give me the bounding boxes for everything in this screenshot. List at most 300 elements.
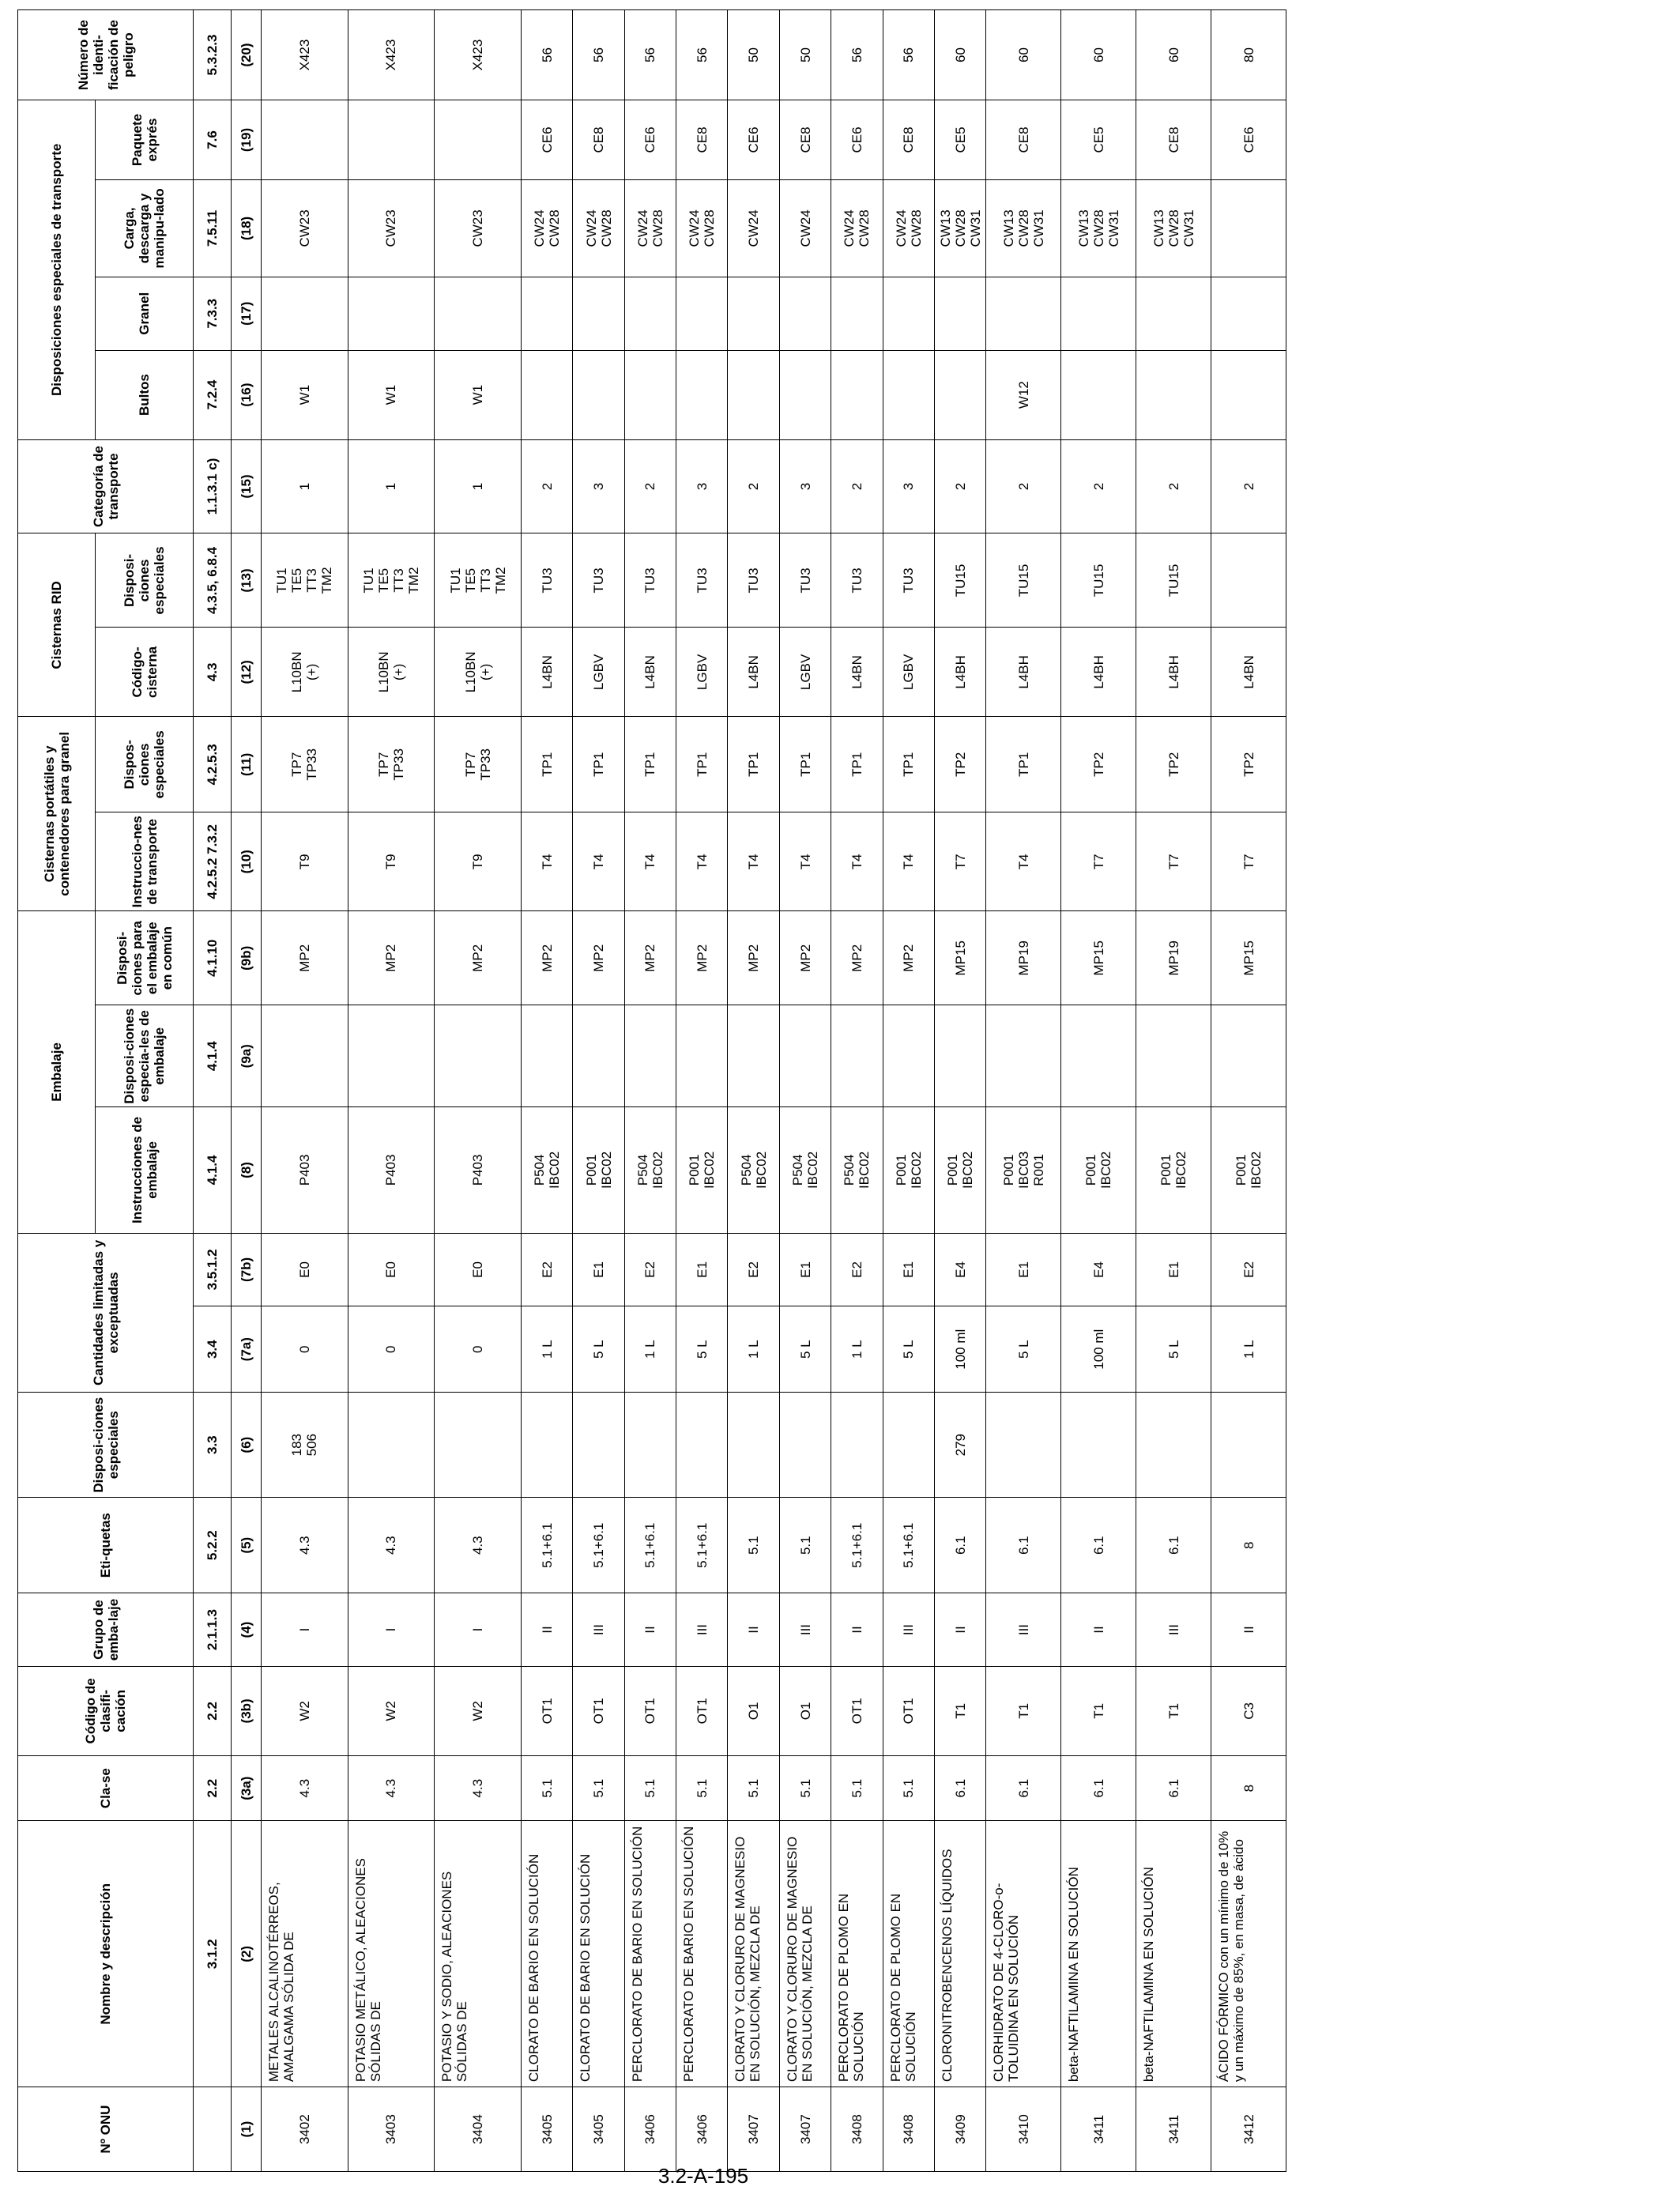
cell-carga: CW23 (348, 179, 435, 277)
cell-disp-rid: TU15 (1136, 533, 1211, 628)
cell-disp-rid: TU15 (934, 533, 985, 628)
cell-grupo: II (624, 1593, 676, 1667)
cell-clase: 5.1 (624, 1755, 676, 1821)
cell-name: CLORATO DE BARIO EN SOLUCIÓN (521, 1821, 572, 2087)
header-disp-esp-port: Dispos-ciones especiales (96, 717, 194, 812)
cell-clase: 4.3 (435, 1755, 522, 1821)
cell-disp-port: TP7 TP33 (435, 717, 522, 812)
column-number-cell: (18) (232, 179, 262, 277)
cell-codigo: OT1 (521, 1666, 572, 1755)
ref-cell: 5.3.2.3 (194, 10, 232, 100)
cell-codigo: T1 (934, 1666, 985, 1755)
column-number-cell: (19) (232, 100, 262, 180)
cell-disp-rid: TU3 (728, 533, 779, 628)
cell-disp-emb-comun: MP2 (624, 911, 676, 1005)
cell-etiquetas: 6.1 (986, 1498, 1061, 1593)
cell-grupo: III (1136, 1593, 1211, 1667)
cell-paquete: CE8 (779, 100, 831, 180)
cell-cant-exc: E1 (1136, 1233, 1211, 1306)
cell-un: 3404 (435, 2087, 522, 2172)
cell-un: 3405 (521, 2087, 572, 2172)
cell-carga: CW13 CW28 CW31 (1061, 179, 1136, 277)
ref-cell: 3.3 (194, 1393, 232, 1498)
cell-paquete: CE6 (624, 100, 676, 180)
cell-disp-esp-emb (262, 1005, 348, 1107)
column-number-cell: (11) (232, 717, 262, 812)
cell-peligro: 56 (521, 10, 572, 100)
header-codigo-cist: Código-cisterna (96, 628, 194, 717)
cell-peligro: 50 (728, 10, 779, 100)
cell-categoria: 2 (986, 439, 1061, 533)
cell-granel (1061, 277, 1136, 350)
column-number-row (232, 10, 262, 2172)
cell-instr-transp: T7 (934, 812, 985, 911)
cell-instr-transp: T4 (573, 812, 624, 911)
cell-disp-port: TP1 (624, 717, 676, 812)
cell-disp-emb-comun: MP19 (1136, 911, 1211, 1005)
cell-categoria: 2 (934, 439, 985, 533)
cell-cant-exc: E1 (676, 1233, 728, 1306)
cell-cant-exc: E2 (521, 1233, 572, 1306)
column-number-cell: (8) (232, 1107, 262, 1233)
cell-disp-port: TP1 (779, 717, 831, 812)
cell-bultos (883, 350, 934, 439)
cell-cant-lim: 5 L (986, 1306, 1061, 1393)
cell-disp-rid: TU1 TE5 TT3 TM2 (262, 533, 348, 628)
cell-peligro: X423 (435, 10, 522, 100)
cell-disp-emb-comun: MP2 (779, 911, 831, 1005)
cell-disp-emb-comun: MP2 (435, 911, 522, 1005)
cell-name: POTASIO Y SODIO, ALEACIONES SÓLIDAS DE (435, 1821, 522, 2087)
cell-disp-esp-emb (779, 1005, 831, 1107)
cell-cant-lim: 0 (348, 1306, 435, 1393)
cell-codigo-cist: L4BN (1211, 628, 1286, 717)
cell-disp-esp (435, 1393, 522, 1498)
cell-disp-emb-comun: MP2 (728, 911, 779, 1005)
cell-instr-transp: T9 (348, 812, 435, 911)
cell-categoria: 2 (1211, 439, 1286, 533)
cell-disp-emb-comun: MP15 (1211, 911, 1286, 1005)
cell-bultos (521, 350, 572, 439)
cell-peligro: 60 (986, 10, 1061, 100)
header-instr-transp: Instruccio-nes de transporte (96, 812, 194, 911)
cell-instr-transp: T4 (676, 812, 728, 911)
cell-disp-emb-comun: MP2 (883, 911, 934, 1005)
table-row (262, 10, 348, 2172)
header-numero-peligro: Número de identi-ficación de peligro (18, 10, 194, 100)
cell-un: 3406 (676, 2087, 728, 2172)
cell-categoria: 2 (1136, 439, 1211, 533)
header-paquete: Paquete exprés (96, 100, 194, 180)
cell-un: 3408 (883, 2087, 934, 2172)
cell-granel (348, 277, 435, 350)
cell-name: PERCLORATO DE PLOMO EN SOLUCIÓN (883, 1821, 934, 2087)
cell-paquete: CE5 (934, 100, 985, 180)
table-row (676, 10, 728, 2172)
cell-peligro: 56 (573, 10, 624, 100)
table-row (1136, 10, 1211, 2172)
cell-carga: CW24 (779, 179, 831, 277)
cell-codigo-cist: L10BN (+) (262, 628, 348, 717)
reference-row (194, 10, 232, 2172)
header-clase: Cla-se (18, 1755, 194, 1821)
header-cantidades: Cantidades limitadas y exceptuadas (18, 1233, 194, 1393)
cell-clase: 5.1 (883, 1755, 934, 1821)
cell-bultos (934, 350, 985, 439)
cell-disp-esp (728, 1393, 779, 1498)
cell-codigo: OT1 (831, 1666, 883, 1755)
cell-disp-port: TP2 (1136, 717, 1211, 812)
header-carga: Carga, descarga y manipu-lado (96, 179, 194, 277)
cell-un: 3410 (986, 2087, 1061, 2172)
column-number-cell: (7b) (232, 1233, 262, 1306)
cell-peligro: 56 (624, 10, 676, 100)
cell-disp-esp (779, 1393, 831, 1498)
column-number-cell: (3b) (232, 1666, 262, 1755)
cell-codigo-cist: L4BN (831, 628, 883, 717)
cell-disp-esp-emb (624, 1005, 676, 1107)
table-row (1061, 10, 1136, 2172)
cell-instr-transp: T4 (986, 812, 1061, 911)
cell-carga: CW24 (728, 179, 779, 277)
cell-codigo-cist: L4BH (934, 628, 985, 717)
cell-codigo-cist: L4BH (1061, 628, 1136, 717)
ref-cell: 4.1.4 (194, 1107, 232, 1233)
cell-paquete: CE8 (986, 100, 1061, 180)
cell-instr-transp: T7 (1211, 812, 1286, 911)
cell-instr-emb: P403 (348, 1107, 435, 1233)
cell-granel (831, 277, 883, 350)
cell-paquete: CE8 (1136, 100, 1211, 180)
column-number-cell: (13) (232, 533, 262, 628)
cell-disp-esp-emb (1061, 1005, 1136, 1107)
table-row (1211, 10, 1286, 2172)
cell-peligro: 56 (831, 10, 883, 100)
cell-disp-emb-comun: MP19 (986, 911, 1061, 1005)
cell-categoria: 1 (348, 439, 435, 533)
ref-cell: 2.1.1.3 (194, 1593, 232, 1667)
cell-cant-exc: E2 (831, 1233, 883, 1306)
cell-etiquetas: 4.3 (348, 1498, 435, 1593)
cell-disp-esp-emb (883, 1005, 934, 1107)
cell-disp-esp (521, 1393, 572, 1498)
cell-granel (624, 277, 676, 350)
cell-paquete: CE6 (521, 100, 572, 180)
cell-categoria: 2 (831, 439, 883, 533)
cell-categoria: 2 (624, 439, 676, 533)
cell-instr-transp: T7 (1061, 812, 1136, 911)
cell-disp-port: TP7 TP33 (348, 717, 435, 812)
cell-un: 3408 (831, 2087, 883, 2172)
cell-granel (573, 277, 624, 350)
cell-disp-port: TP1 (831, 717, 883, 812)
header-disp-esp: Disposi-ciones especiales (18, 1393, 194, 1498)
cell-grupo: III (883, 1593, 934, 1667)
cell-disp-esp (676, 1393, 728, 1498)
ref-cell: 4.3 (194, 628, 232, 717)
cell-instr-emb: P504 IBC02 (779, 1107, 831, 1233)
cell-codigo: OT1 (624, 1666, 676, 1755)
cell-carga: CW24 CW28 (521, 179, 572, 277)
cell-instr-transp: T9 (435, 812, 522, 911)
cell-etiquetas: 5.1+6.1 (624, 1498, 676, 1593)
cell-categoria: 2 (1061, 439, 1136, 533)
cell-bultos (573, 350, 624, 439)
cell-un: 3411 (1136, 2087, 1211, 2172)
cell-un: 3403 (348, 2087, 435, 2172)
cell-codigo: W2 (348, 1666, 435, 1755)
column-number-cell: (6) (232, 1393, 262, 1498)
cell-cant-exc: E2 (1211, 1233, 1286, 1306)
cell-peligro: 60 (934, 10, 985, 100)
cell-disp-rid (1211, 533, 1286, 628)
cell-instr-emb: P001 IBC02 (1061, 1107, 1136, 1233)
cell-disp-rid: TU3 (883, 533, 934, 628)
cell-un: 3405 (573, 2087, 624, 2172)
header-granel: Granel (96, 277, 194, 350)
cell-disp-emb-comun: MP2 (521, 911, 572, 1005)
cell-cant-exc: E0 (435, 1233, 522, 1306)
cell-name: CLORATO Y CLORURO DE MAGNESIO EN SOLUCIÓN, MEZCLA DE (728, 1821, 779, 2087)
cell-disp-esp-emb (831, 1005, 883, 1107)
cell-disp-port: TP1 (883, 717, 934, 812)
cell-instr-emb: P001 IBC02 (1211, 1107, 1286, 1233)
cell-bultos (728, 350, 779, 439)
cell-clase: 4.3 (262, 1755, 348, 1821)
cell-carga: CW24 CW28 (624, 179, 676, 277)
cell-cant-lim: 1 L (624, 1306, 676, 1393)
ref-cell: 3.1.2 (194, 1821, 232, 2087)
ref-cell: 1.1.3.1 c) (194, 439, 232, 533)
cell-granel (728, 277, 779, 350)
cell-categoria: 2 (521, 439, 572, 533)
cell-cant-exc: E2 (624, 1233, 676, 1306)
column-number-cell: (16) (232, 350, 262, 439)
cell-cant-exc: E1 (573, 1233, 624, 1306)
cell-clase: 8 (1211, 1755, 1286, 1821)
cell-grupo: III (986, 1593, 1061, 1667)
cell-codigo: C3 (1211, 1666, 1286, 1755)
cell-codigo-cist: L4BN (624, 628, 676, 717)
cell-etiquetas: 4.3 (435, 1498, 522, 1593)
cell-disp-port: TP2 (1211, 717, 1286, 812)
cell-clase: 5.1 (521, 1755, 572, 1821)
cell-name: beta-NAFTILAMINA EN SOLUCIÓN (1136, 1821, 1211, 2087)
cell-instr-transp: T4 (624, 812, 676, 911)
cell-cant-exc: E1 (779, 1233, 831, 1306)
cell-cant-lim: 5 L (779, 1306, 831, 1393)
cell-codigo: O1 (779, 1666, 831, 1755)
cell-codigo: W2 (262, 1666, 348, 1755)
cell-disp-rid: TU15 (986, 533, 1061, 628)
cell-clase: 5.1 (676, 1755, 728, 1821)
header-etiquetas: Eti-quetas (18, 1498, 194, 1593)
cell-disp-esp-emb (986, 1005, 1061, 1107)
cell-codigo-cist: L10BN (+) (435, 628, 522, 717)
ref-cell: 7.3.3 (194, 277, 232, 350)
cell-granel (779, 277, 831, 350)
cell-etiquetas: 6.1 (1136, 1498, 1211, 1593)
cell-name: CLORATO DE BARIO EN SOLUCIÓN (573, 1821, 624, 2087)
column-number-cell: (12) (232, 628, 262, 717)
cell-peligro: 56 (883, 10, 934, 100)
cell-instr-emb: P001 IBC03 R001 (986, 1107, 1061, 1233)
cell-carga: CW24 CW28 (573, 179, 624, 277)
cell-granel (676, 277, 728, 350)
cell-etiquetas: 5.1 (779, 1498, 831, 1593)
cell-cant-lim: 1 L (728, 1306, 779, 1393)
cell-codigo-cist: L4BN (728, 628, 779, 717)
cell-grupo: II (1211, 1593, 1286, 1667)
cell-granel (1136, 277, 1211, 350)
cell-peligro: 50 (779, 10, 831, 100)
cell-categoria: 3 (779, 439, 831, 533)
cell-instr-emb: P504 IBC02 (521, 1107, 572, 1233)
cell-disp-esp (624, 1393, 676, 1498)
cell-instr-transp: T4 (521, 812, 572, 911)
cell-carga: CW24 CW28 (883, 179, 934, 277)
cell-paquete (435, 100, 522, 180)
column-number-cell: (4) (232, 1593, 262, 1667)
cell-codigo-cist: LGBV (779, 628, 831, 717)
cell-disp-rid: TU3 (676, 533, 728, 628)
cell-bultos: W12 (986, 350, 1061, 439)
cell-disp-esp-emb (435, 1005, 522, 1107)
ref-cell: 7.2.4 (194, 350, 232, 439)
cell-etiquetas: 6.1 (1061, 1498, 1136, 1593)
table-row (573, 10, 624, 2172)
cell-disp-emb-comun: MP2 (573, 911, 624, 1005)
cell-disp-esp-emb (1136, 1005, 1211, 1107)
cell-un: 3412 (1211, 2087, 1286, 2172)
cell-disp-esp (348, 1393, 435, 1498)
ref-cell (194, 2087, 232, 2172)
cell-etiquetas: 5.1+6.1 (883, 1498, 934, 1593)
cell-paquete (348, 100, 435, 180)
cell-codigo-cist: LGBV (883, 628, 934, 717)
cell-peligro: 60 (1136, 10, 1211, 100)
header-categoria: Categoría de transporte (18, 439, 194, 533)
cell-disp-port: TP2 (1061, 717, 1136, 812)
table-row (986, 10, 1061, 2172)
cell-instr-transp: T4 (779, 812, 831, 911)
header-name: Nombre y descripción (18, 1821, 194, 2087)
cell-bultos (1061, 350, 1136, 439)
cell-disp-rid: TU3 (624, 533, 676, 628)
cell-grupo: III (779, 1593, 831, 1667)
ref-cell: 3.5.1.2 (194, 1233, 232, 1306)
cell-granel (1211, 277, 1286, 350)
cell-disp-port: TP1 (573, 717, 624, 812)
column-number-cell: (7a) (232, 1306, 262, 1393)
cell-cant-lim: 5 L (676, 1306, 728, 1393)
column-number-cell: (5) (232, 1498, 262, 1593)
cell-paquete: CE5 (1061, 100, 1136, 180)
cell-disp-emb-comun: MP15 (1061, 911, 1136, 1005)
cell-disp-emb-comun: MP2 (262, 911, 348, 1005)
cell-grupo: I (262, 1593, 348, 1667)
cell-disp-esp-emb (728, 1005, 779, 1107)
cell-carga: CW23 (435, 179, 522, 277)
cell-peligro: 80 (1211, 10, 1286, 100)
header-un: Nº ONU (18, 2087, 194, 2172)
cell-codigo: T1 (986, 1666, 1061, 1755)
cell-clase: 6.1 (986, 1755, 1061, 1821)
cell-un: 3409 (934, 2087, 985, 2172)
cell-name: CLORHIDRATO DE 4-CLORO-o-TOLUIDINA EN SOLUCIÓN (986, 1821, 1061, 2087)
ref-cell: 7.6 (194, 100, 232, 180)
cell-grupo: II (1061, 1593, 1136, 1667)
cell-etiquetas: 5.1+6.1 (676, 1498, 728, 1593)
cell-instr-transp: T4 (728, 812, 779, 911)
header-disp-esp-emb: Disposi-ciones especia-les de embalaje (96, 1005, 194, 1107)
cell-bultos: W1 (348, 350, 435, 439)
cell-disp-esp-emb (676, 1005, 728, 1107)
cell-disp-esp-emb (1211, 1005, 1286, 1107)
cell-codigo-cist: L4BH (1136, 628, 1211, 717)
ref-cell: 4.1.4 (194, 1005, 232, 1107)
table-row (883, 10, 934, 2172)
cell-carga: CW23 (262, 179, 348, 277)
cell-etiquetas: 5.1+6.1 (831, 1498, 883, 1593)
cell-grupo: II (831, 1593, 883, 1667)
cell-carga: CW13 CW28 CW31 (986, 179, 1061, 277)
cell-categoria: 3 (676, 439, 728, 533)
cell-cant-exc: E1 (986, 1233, 1061, 1306)
header-disp-esp-rid: Disposi-ciones especiales (96, 533, 194, 628)
cell-disp-rid: TU3 (521, 533, 572, 628)
cell-name: METALES ALCALINOTÉRREOS, AMALGAMA SÓLIDA DE (262, 1821, 348, 2087)
cell-instr-emb: P403 (435, 1107, 522, 1233)
cell-disp-esp: 279 (934, 1393, 985, 1498)
cell-name: beta-NAFTILAMINA EN SOLUCIÓN (1061, 1821, 1136, 2087)
cell-codigo: O1 (728, 1666, 779, 1755)
cell-instr-transp: T4 (883, 812, 934, 911)
cell-grupo: III (573, 1593, 624, 1667)
header-row-1 (18, 10, 96, 2172)
cell-bultos (676, 350, 728, 439)
cell-carga: CW24 CW28 (831, 179, 883, 277)
cell-bultos (1136, 350, 1211, 439)
rotated-table-container (17, 9, 1286, 2172)
cell-cant-lim: 1 L (831, 1306, 883, 1393)
cell-bultos (624, 350, 676, 439)
cell-carga (1211, 179, 1286, 277)
cell-cant-lim: 5 L (883, 1306, 934, 1393)
cell-instr-emb: P001 IBC02 (934, 1107, 985, 1233)
column-number-cell: (10) (232, 812, 262, 911)
cell-disp-esp: 183 506 (262, 1393, 348, 1498)
cell-un: 3407 (779, 2087, 831, 2172)
header-embalaje: Embalaje (18, 911, 96, 1233)
cell-disp-esp-emb (573, 1005, 624, 1107)
ref-cell: 2.2 (194, 1666, 232, 1755)
table-row (624, 10, 676, 2172)
column-number-cell: (9b) (232, 911, 262, 1005)
header-cisternas-rid: Cisternas RID (18, 533, 96, 717)
ref-cell: 4.3.5, 6.8.4 (194, 533, 232, 628)
cell-etiquetas: 5.1 (728, 1498, 779, 1593)
cell-disp-esp (986, 1393, 1061, 1498)
cell-granel (986, 277, 1061, 350)
cell-disp-esp (573, 1393, 624, 1498)
column-number-cell: (20) (232, 10, 262, 100)
cell-name: CLORONITROBENCENOS LÍQUIDOS (934, 1821, 985, 2087)
cell-cant-lim: 100 ml (934, 1306, 985, 1393)
cell-instr-transp: T4 (831, 812, 883, 911)
cell-name: CLORATO Y CLORURO DE MAGNESIO EN SOLUCIÓN, MEZCLA DE (779, 1821, 831, 2087)
cell-cant-exc: E4 (1061, 1233, 1136, 1306)
